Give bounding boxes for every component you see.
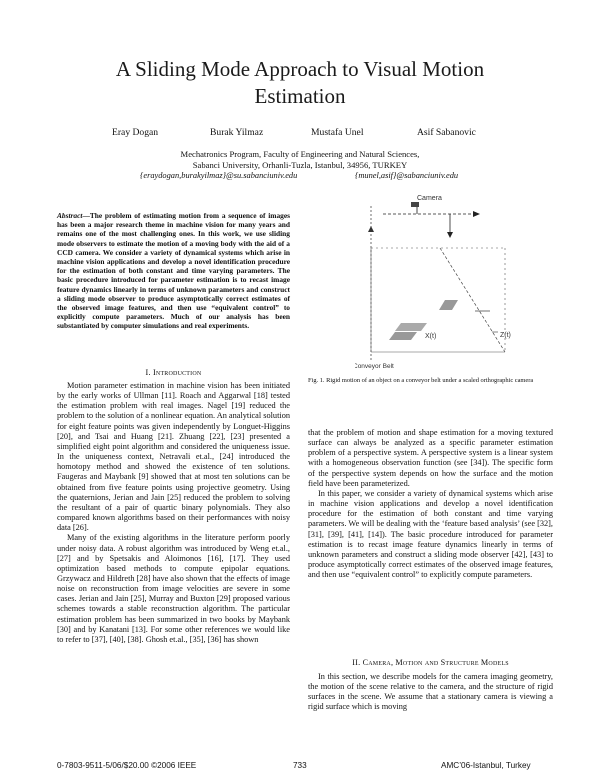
camera-label: Camera	[417, 195, 442, 202]
object-shape	[395, 323, 427, 331]
footer-left: 0-7803-9511-5/06/$20.00 ©2006 IEEE	[57, 761, 197, 770]
section-title: Introduction	[152, 368, 202, 377]
x-label: X(t)	[425, 333, 437, 340]
models-column	[308, 672, 553, 713]
section-heading-models	[308, 658, 553, 667]
email-left: {eraydogan,burakyilmaz}@su.sabanciuniv.edu	[140, 171, 298, 180]
author-name: Burak Yilmaz	[210, 127, 264, 138]
intro-column-right	[308, 428, 553, 580]
paragraph: Motion parameter estimation in machine vision has been initiated by the early works of Ullman [11]. Roach and Aggarwal [18] tested the estimation problem with real images. Nagel [19] reduced the problem to the solution of a nonlinear equation. An analytical solution for eight feature points was given independently by Longuet-Higgins [20], and Tsai and Huang [21]. Zhuang [22], [23] presented a simplified eight point algorithm and considered the uniqueness issue. In the uniqueness context, Netravali et.al., [24] introduced the homotopy method and showed the existence of ten solutions. Faugeras and Maybank [9] showed that at most ten solutions can be obtained from five feature points using projective geometry. Using the quaternions, Jerian and Jain [25] reduced the problem to solving the resultant of a pair of quartic binary polynomials. They also compared known algorithms based on their performances with noisy data [26].	[57, 381, 290, 533]
paragraph: Many of the existing algorithms in the literature perform poorly under noisy data. A robust algorithm was introduced by Weng et.al., [27] and by Spetsakis and Aloimonos [16], [17]. They used optimization based methods to compute epipolar equations. Grzywacz and Hildreth [28] have also shown that the effects of image noise on reconstruction from image velocities are severe in some cases. Jerian and Jain [25], Murray and Buxton [29] proposed various schemes towards a stable reconstruction algorithm. The particular estimation problem has been summarized in two books by Maybank [30] and by Kanatani [13]. For some other references we would like to refer to [37], [40], [38]. Ghosh et.al., [35], [36] has shown	[57, 533, 290, 644]
title-line-1: A Sliding Mode Approach to Visual Motion	[115, 57, 485, 81]
abstract-label: Abstract	[57, 211, 83, 220]
abstract	[57, 211, 290, 331]
affiliation-line-1: Mechatronics Program, Faculty of Engineering and Natural Sciences,	[180, 149, 420, 159]
section-numeral: II.	[352, 658, 361, 667]
paragraph: In this section, we describe models for the camera imaging geometry, the motion of the scene relative to the camera, and the structure of rigid surfaces in the scene. We assume that a stationary camera is viewing a rigid surface which is moving	[308, 672, 553, 712]
figure-1	[355, 192, 540, 372]
paper-title	[0, 56, 600, 110]
abstract-text: —The problem of estimating motion from a sequence of images has been a major research theme in machine vision for many years and remains one of the most challenging ones. In this work, we use sliding mode observers to estimate the motion of a moving body with the aid of a CCD camera. We consider a variety of dynamical systems which arise in machine vision applications and develop a novel identification procedure for the estimation of both constant and time varying parameters. The basic procedure introduced for parameter estimation is to recast image feature dynamics linearly in terms of unknown parameters and construct a sliding mode observer to produce asymptotically correct estimates of the observed image features, and then use “equivalent control” to explicitly compute parameters. Much of our analysis has been substantiated by computer simulations and real experiments.	[57, 211, 290, 331]
paragraph: In this paper, we consider a variety of dynamical systems which arise in machine vision applications and develop a novel identification procedure for the estimation of both constant and time varying parameters. We will be dealing with the ‘feature based analysis’ (see [32], [31], [39], [41], [14]). The basic procedure introduced for parameter estimation is to recast image feature dynamics linearly in terms of unknown parameters and construct a sliding mode observer [42], [43] to produce asymptotically correct estimates of the observed image features, and then use “equivalent control” to explicitly compute parameters.	[308, 488, 553, 580]
page-footer	[0, 761, 600, 773]
footer-right: AMC’06-Istanbul, Turkey	[441, 761, 531, 770]
belt-label: Conveyor Belt	[355, 363, 394, 370]
object-shape	[439, 300, 458, 310]
z-label: Z(t)	[500, 332, 511, 339]
email-right: {munel,asif}@sabanciuniv.edu	[355, 171, 459, 180]
section-heading-introduction	[57, 368, 290, 377]
intro-column-left	[57, 381, 290, 645]
title-line-2: Estimation	[254, 84, 346, 108]
affiliation	[0, 149, 600, 171]
author-name: Asif Sabanovic	[417, 127, 476, 138]
camera-icon	[411, 202, 419, 207]
figure-caption: Fig. 1. Rigid motion of an object on a conveyor belt under a scaled orthographic camera	[308, 377, 534, 384]
section-numeral: I.	[145, 368, 151, 377]
page-number: 733	[293, 761, 307, 770]
conveyor-diagram	[355, 192, 540, 372]
email-addresses	[0, 171, 600, 183]
author-name: Eray Dogan	[112, 127, 159, 138]
paragraph: that the problem of motion and shape estimation for a moving textured surface can always be analyzed as a specific parameter estimation problem of a perspective system. A perspective system is a linear system with a homogeneous observation function (see [34]). The specific form of the perspective system depends on how the surface and the motion field have been parameterized.	[308, 428, 553, 488]
author-list	[0, 127, 600, 141]
section-title: Camera, Motion and Structure Models	[362, 658, 509, 667]
object-shape	[389, 332, 417, 340]
author-name: Mustafa Unel	[311, 127, 364, 138]
affiliation-line-2: Sabanci University, Orhanli-Tuzla, Istanbul, 34956, TURKEY	[192, 160, 408, 170]
